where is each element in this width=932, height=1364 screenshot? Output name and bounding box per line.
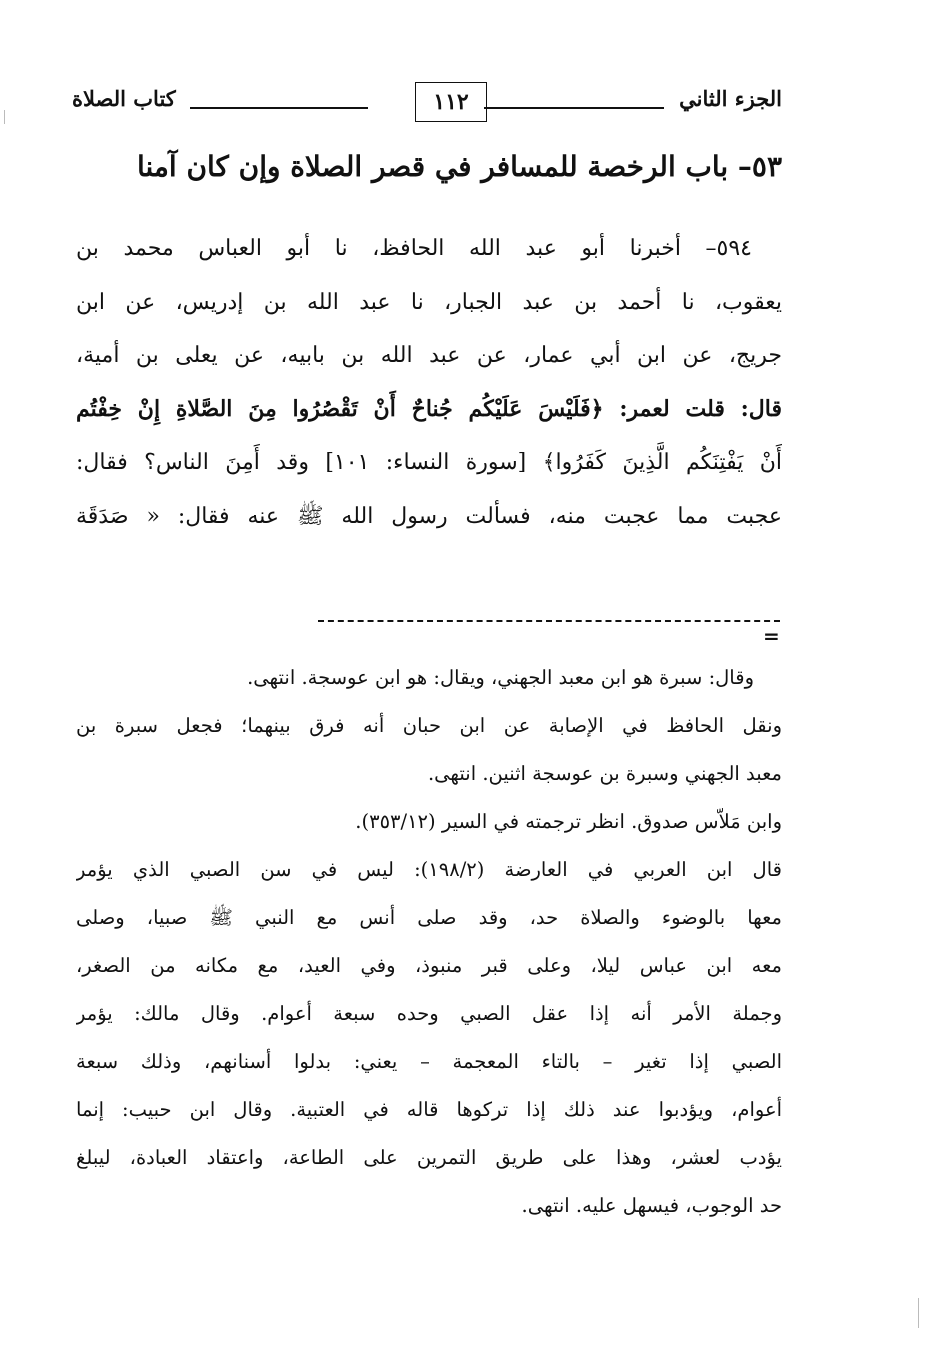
main-line-quran: قال: قلت لعمر: ﴿فَلَيْسَ عَلَيْكُم جُناحٌ أَنْ تَقْصُرُوا مِنَ الصَّلاةِ إِنْ خِفْتُم (76, 395, 782, 422)
header-book-title: كتاب الصلاة (72, 86, 176, 111)
footnote-line: قال ابن العربي في العارضة (١٩٨/٢): ليس في سن الصبي الذي يؤمر (76, 858, 782, 881)
main-line-quran: أَنْ يَفْتِنَكُم الَّذِينَ كَفَرُوا﴾ [سورة النساء: ١٠١] وقد أَمِنَ الناس؟ فقال: (76, 450, 782, 475)
footnote-line: معبد الجهني وسبرة بن عوسجة اثنين. انتهى. (427, 762, 782, 785)
footnotes (76, 654, 782, 1230)
header-part: الجزء الثاني (679, 86, 782, 111)
scan-edge-mark (4, 110, 5, 124)
main-line: يعقوب، نا أحمد بن عبد الجبار، نا عبد الله بن إدريس، عن ابن (76, 289, 782, 315)
header-rule-left (190, 107, 368, 109)
footnote-line: وجملة الأمر أنه إذا عقل الصبي وحده سبعة أعوام. وقال مالك: يؤمر (76, 1002, 782, 1025)
footnote-line: حد الوجوب، فيسهل عليه. انتهى. (521, 1194, 782, 1217)
main-line: جريج، عن ابن أبي عمار، عن عبد الله بن بابيه، عن يعلى بن أمية، (76, 343, 782, 368)
footnote-line: أعوام، ويؤدبوا عند ذلك إذا تركوها قاله في العتبية. وقال ابن حبيب: إنما (76, 1098, 782, 1121)
page-number: ١١٢ (415, 82, 487, 122)
main-line: عجبت مما عجبت منه، فسألت رسول الله ﷺ عنه فقال: « صَدَقَة (76, 503, 782, 529)
running-header (72, 78, 782, 126)
footnote-line: وابن مَلاّس صدوق. انظر ترجمته في السير (٣٥٣/١٢). (355, 810, 782, 833)
main-line: ٥٩٤– أخبرنا أبو عبد الله الحافظ، نا أبو العباس محمد بن (76, 236, 752, 261)
footnote-line: الصبي إذا تغير – بالتاء المعجمة – يعني: بدلوا أسنانهم، وذلك سبعة (76, 1050, 782, 1073)
footnote-line: معه ابن عباس ليلا، وعلى قبر منبوذ، وفي العيد، مع مكانه من الصغر، (76, 954, 782, 977)
footnote-line: وقال: سبرة هو ابن معبد الجهني، ويقال: هو ابن عوسجة. انتهى. (247, 666, 754, 689)
footnote-line: يؤدب لعشر، وهذا على طريق التمرين على الطاعة، واعتقاد العبادة، ليبلغ (76, 1146, 782, 1169)
footnote-continuation-marker: = (763, 624, 780, 648)
chapter-title: ٥٣– باب الرخصة للمسافر في قصر الصلاة وإن كان آمنا (136, 150, 782, 183)
main-text (76, 222, 782, 543)
footnote-line: معها بالوضوء والصلاة حد، وقد صلى أنس مع النبي ﷺ صبيا، وصلى (76, 906, 782, 929)
footnote-separator (318, 620, 780, 622)
header-rule-right (484, 107, 664, 109)
footnote-line: ونقل الحافظ في الإصابة عن ابن حبان أنه فرق بينهما؛ فجعل سبرة بن (76, 714, 782, 737)
scan-edge-mark (918, 1298, 919, 1328)
